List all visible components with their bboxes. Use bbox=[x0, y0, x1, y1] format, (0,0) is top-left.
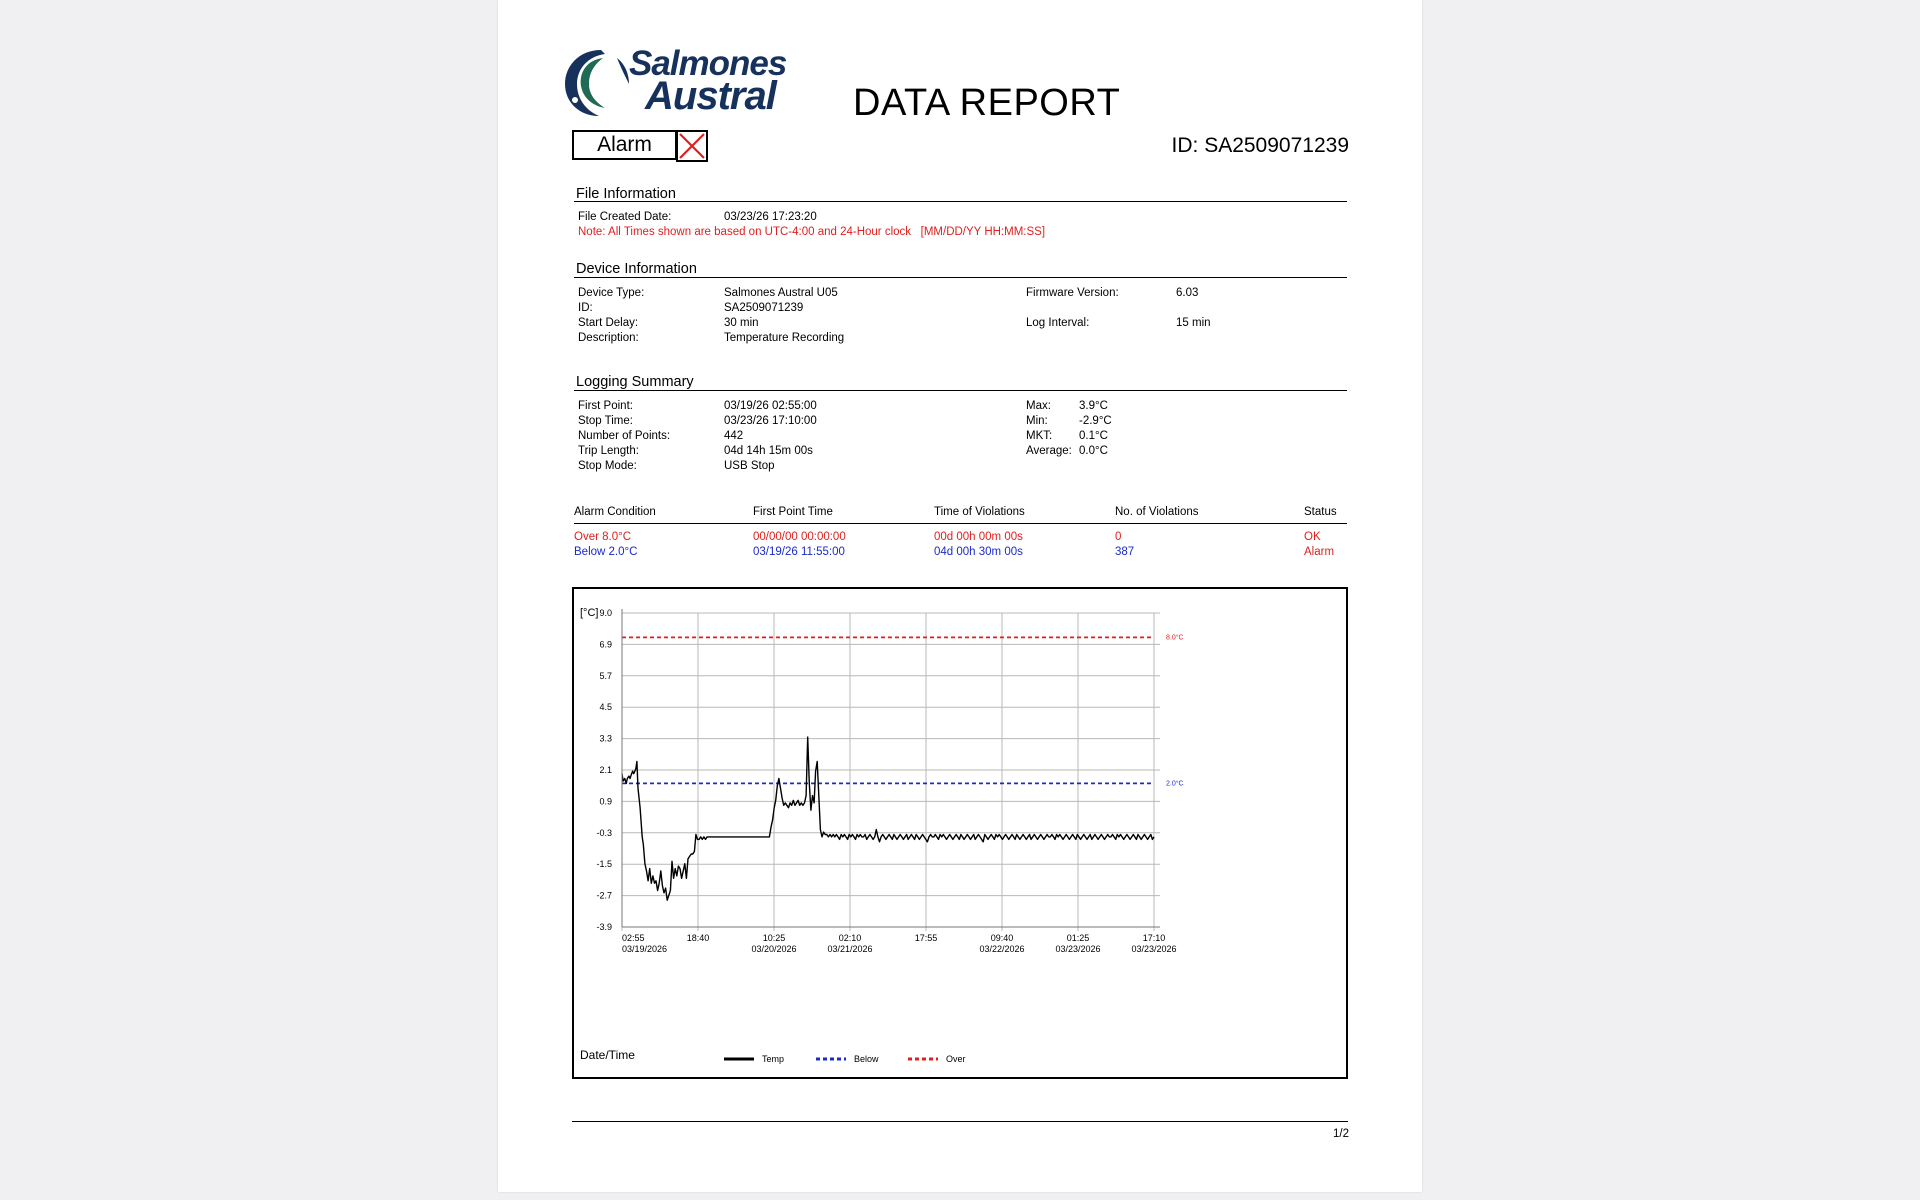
device-info-title: Device Information bbox=[576, 261, 697, 277]
table-row: Below 2.0°C 03/19/26 11:55:00 04d 00h 30m 00s 387 Alarm bbox=[574, 546, 1335, 558]
device-row: Firmware Version: 6.03 bbox=[1026, 287, 1199, 299]
alarm-table bbox=[574, 506, 1347, 560]
temperature-chart-svg bbox=[574, 589, 1346, 1077]
report-id-value: SA2509071239 bbox=[1204, 134, 1349, 157]
summary-row: MKT: 0.1°C bbox=[1026, 430, 1108, 442]
device-row: ID: SA2509071239 bbox=[578, 302, 804, 314]
timezone-note-format: [MM/DD/YY HH:MM:SS] bbox=[920, 226, 1046, 238]
x-tick-time: 02:55 bbox=[622, 933, 645, 943]
x-axis-label: Date/Time bbox=[580, 1048, 635, 1062]
timezone-note-prefix: Note: All Times shown are bbox=[578, 226, 711, 238]
y-axis-label: [°C] bbox=[580, 607, 599, 619]
y-tick-label: -2.7 bbox=[596, 890, 612, 901]
y-tick-label: -0.3 bbox=[596, 827, 612, 838]
threshold-label-below: 2.0°C bbox=[1166, 780, 1184, 788]
summary-row: First Point: 03/19/26 02:55:00 bbox=[578, 400, 817, 412]
y-tick-label: 5.7 bbox=[599, 670, 612, 681]
x-tick-time: 01:25 bbox=[1066, 933, 1090, 943]
y-tick-label: 3.3 bbox=[599, 733, 612, 744]
file-info-rule bbox=[574, 201, 1347, 202]
x-tick-date: 03/23/2026 bbox=[1131, 944, 1177, 954]
logging-summary-right bbox=[1026, 399, 1112, 459]
device-row: Log Interval: 15 min bbox=[1026, 317, 1211, 329]
threshold-label-over: 8.0°C bbox=[1166, 634, 1184, 642]
file-created-value: 03/23/26 17:23:20 bbox=[724, 211, 817, 223]
fish-emblem-icon bbox=[563, 44, 633, 120]
x-tick-date: 03/19/2026 bbox=[622, 944, 668, 954]
col-status: Status bbox=[1304, 506, 1337, 518]
device-row: Device Type: Salmones Austral U05 bbox=[578, 287, 838, 299]
y-tick-label: -3.9 bbox=[596, 922, 612, 932]
y-tick-label: -1.5 bbox=[596, 859, 612, 870]
report-id bbox=[1172, 134, 1350, 158]
device-row: Description: Temperature Recording bbox=[578, 332, 845, 344]
footer-rule bbox=[572, 1121, 1348, 1122]
col-no-of-violations: No. of Violations bbox=[1115, 506, 1199, 518]
x-tick-time: 02:10 bbox=[838, 933, 862, 943]
x-tick-time: 17:10 bbox=[1142, 933, 1166, 943]
x-tick-time: 17:55 bbox=[914, 933, 938, 943]
col-first-point-time: First Point Time bbox=[753, 506, 833, 518]
col-alarm-condition: Alarm Condition bbox=[574, 506, 656, 518]
alarm-table-header bbox=[574, 506, 1347, 522]
x-tick-date: 03/20/2026 bbox=[751, 944, 797, 954]
report-title: DATA REPORT bbox=[853, 82, 1121, 124]
x-tick-time: 18:40 bbox=[686, 933, 710, 943]
alarm-status-box: Alarm bbox=[572, 130, 677, 160]
x-tick-date: 03/22/2026 bbox=[979, 944, 1025, 954]
device-info-left bbox=[578, 286, 844, 346]
summary-row: Stop Time: 03/23/26 17:10:00 bbox=[578, 415, 817, 427]
device-row: Start Delay: 30 min bbox=[578, 317, 759, 329]
timezone-note bbox=[578, 225, 1045, 240]
x-tick-date: 03/23/2026 bbox=[1055, 944, 1101, 954]
summary-row: Max: 3.9°C bbox=[1026, 400, 1108, 412]
summary-row: Number of Points: 442 bbox=[578, 430, 744, 442]
company-logo bbox=[563, 44, 787, 120]
device-info-right bbox=[1026, 286, 1211, 331]
x-tick-time: 10:25 bbox=[762, 933, 786, 943]
logo-wordmark-top: Salmones bbox=[629, 44, 787, 83]
table-row: Over 8.0°C 00/00/00 00:00:00 00d 00h 00m 00s 0 OK bbox=[574, 531, 1321, 543]
page-number: 1/2 bbox=[1333, 1128, 1349, 1140]
file-info-title: File Information bbox=[576, 186, 676, 202]
col-time-of-violations: Time of Violations bbox=[934, 506, 1025, 518]
report-id-label: ID: bbox=[1171, 134, 1199, 157]
logo-wordmark-bottom: Austral bbox=[645, 74, 776, 118]
y-tick-label: 6.9 bbox=[599, 639, 612, 650]
x-tick-time: 09:40 bbox=[990, 933, 1014, 943]
device-info-rule bbox=[574, 277, 1347, 278]
summary-row: Stop Mode: USB Stop bbox=[578, 460, 775, 472]
legend-label-temp: Temp bbox=[762, 1054, 785, 1064]
summary-row: Min: -2.9°C bbox=[1026, 415, 1112, 427]
logging-summary-left bbox=[578, 399, 817, 474]
x-tick-date: 03/21/2026 bbox=[827, 944, 873, 954]
logging-summary-title: Logging Summary bbox=[576, 374, 694, 390]
file-created-label: File Created Date: bbox=[578, 211, 672, 223]
y-tick-label: 2.1 bbox=[599, 765, 612, 775]
legend-label-over: Over bbox=[946, 1054, 966, 1064]
y-tick-label: 0.9 bbox=[599, 796, 612, 807]
logging-summary-rule bbox=[574, 390, 1347, 391]
alarm-cross-icon bbox=[676, 130, 708, 162]
series-line-temp bbox=[622, 737, 1154, 900]
legend-label-below: Below bbox=[854, 1054, 879, 1064]
summary-row: Trip Length: 04d 14h 15m 00s bbox=[578, 445, 813, 457]
y-tick-label: 4.5 bbox=[599, 702, 612, 713]
report-page bbox=[498, 0, 1422, 1192]
summary-row: Average: 0.0°C bbox=[1026, 445, 1108, 457]
timezone-note-body: based on UTC-4:00 and 24-Hour clock bbox=[714, 226, 912, 238]
temperature-chart bbox=[572, 587, 1348, 1079]
y-tick-label: 9.0 bbox=[599, 608, 612, 618]
